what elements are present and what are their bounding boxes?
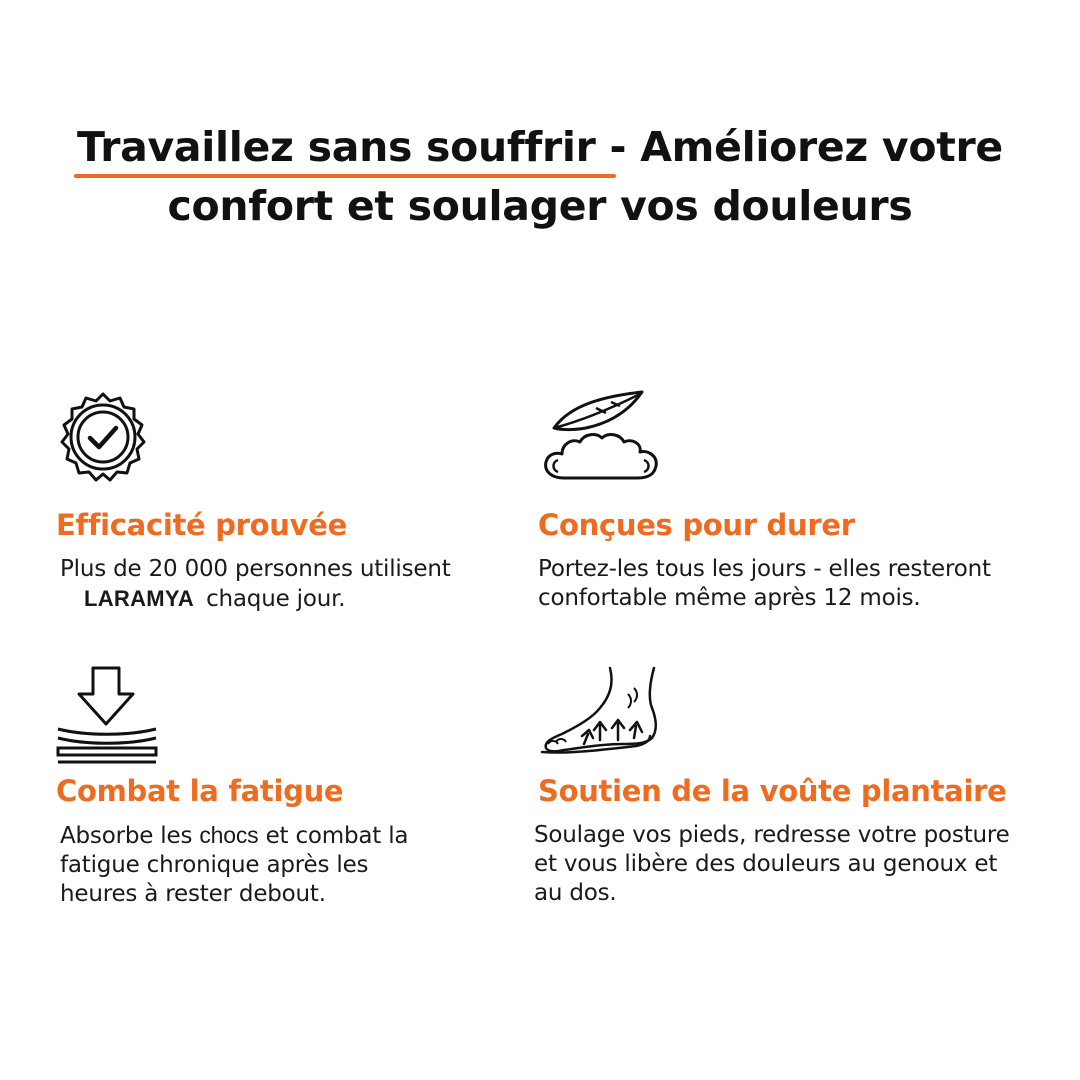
headline-line-1: Travaillez sans souffrir - Améliorez votre xyxy=(77,123,1003,171)
feature-title-fatigue: Combat la fatigue xyxy=(56,774,344,808)
feature-text-rest: chaque jour. xyxy=(206,586,346,612)
feather-cloud-icon xyxy=(536,386,666,488)
feature-text-line xyxy=(60,821,408,851)
feature-title-efficacite: Efficacité prouvée xyxy=(56,508,347,542)
feature-title-durer: Conçues pour durer xyxy=(538,508,855,542)
feature-text-line: heures à rester debout. xyxy=(60,881,326,907)
feature-text-efficacite xyxy=(60,555,451,614)
feature-text-line: Plus de 20 000 personnes utilisent xyxy=(60,556,451,582)
feature-text-line: Portez-les tous les jours - elles resteront xyxy=(538,556,991,582)
feature-text-fatigue xyxy=(60,821,408,909)
headline-line-2: confort et soulager vos douleurs xyxy=(167,182,913,230)
feature-text-line xyxy=(60,584,451,614)
brand-name: LARAMYA xyxy=(84,586,195,611)
feature-text-part: et combat la xyxy=(265,823,409,849)
feature-text-voute xyxy=(534,821,1010,908)
badge-check-icon xyxy=(52,388,154,490)
foot-arch-icon xyxy=(538,664,668,768)
pressure-layers-icon xyxy=(56,666,160,770)
feature-text-line: au dos. xyxy=(534,880,617,906)
feature-text-line: Soulage vos pieds, redresse votre posture xyxy=(534,822,1010,848)
feature-text-line: confortable même après 12 mois. xyxy=(538,585,921,611)
feature-title-voute: Soutien de la voûte plantaire xyxy=(538,774,1007,808)
feature-text-part: Absorbe les xyxy=(60,823,193,849)
feature-text-line: fatigue chronique après les xyxy=(60,852,369,878)
feature-text-durer xyxy=(538,555,991,613)
feature-text-line: et vous libère des douleurs au genoux et xyxy=(534,851,998,877)
feature-text-chocs: chocs xyxy=(199,822,259,848)
headline-underline xyxy=(74,174,616,178)
